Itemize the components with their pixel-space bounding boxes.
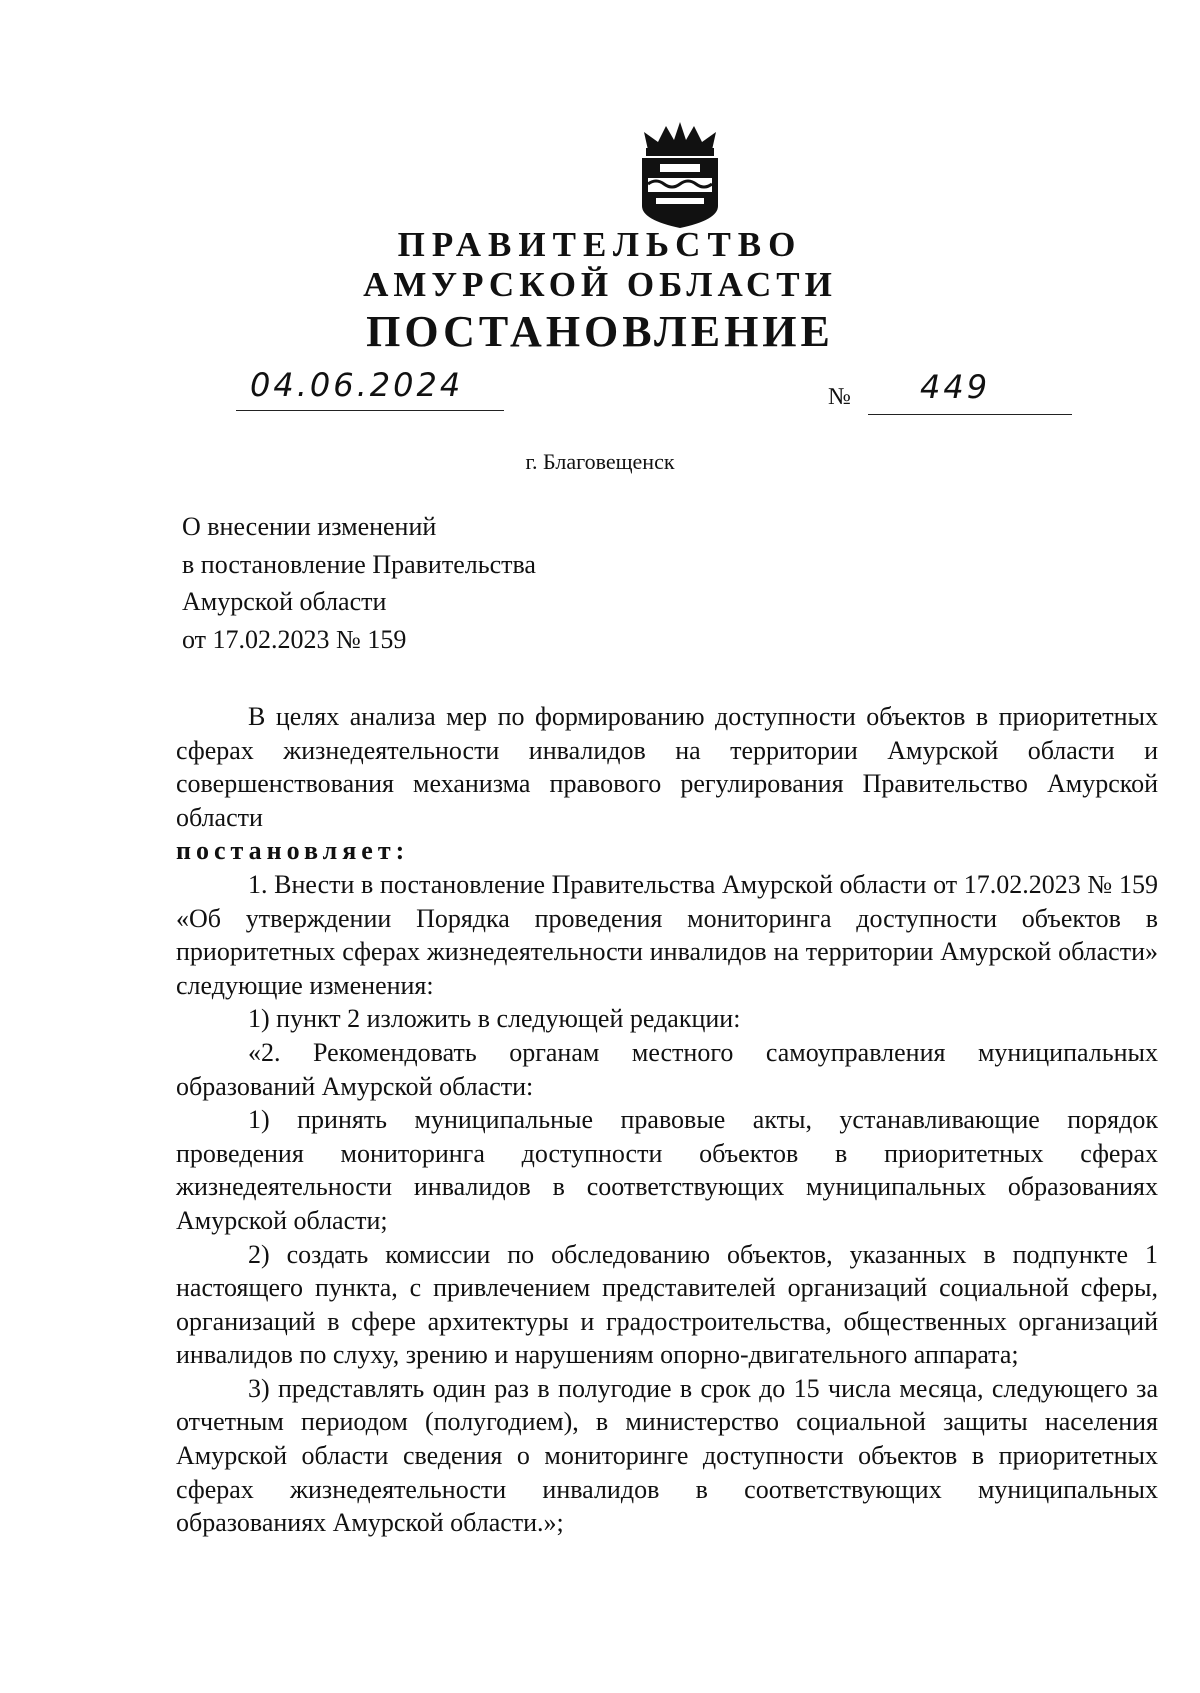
- subject-line: в постановление Правительства: [182, 549, 536, 579]
- resolves-word: постановляет:: [176, 836, 410, 866]
- document-type-title: ПОСТАНОВЛЕНИЕ: [366, 307, 834, 356]
- document-number: [868, 368, 1072, 415]
- clause-paragraph: 1) принять муниципальные правовые акты, устанавливающие порядок проведения мониторинга доступности объектов в приоритетных сферах жизнедеятельности инвалидов в соответствующих муниципальных образованиях Амурской области;: [176, 1105, 1158, 1235]
- preamble-paragraph: В целях анализа мер по формированию доступности объектов в приоритетных сферах жизнедеятельности инвалидов на территории Амурской области и совершенствования механизма правового регулирования Правительство Амурской области: [176, 702, 1158, 832]
- date-value: 04.06.2024: [250, 366, 464, 404]
- number-sign: №: [828, 384, 851, 410]
- clause-paragraph: 3) представлять один раз в полугодие в срок до 15 числа месяца, следующего за отчетным периодом (полугодием), в министерство социальной защиты населения Амурской области сведения о мониторинге доступности объектов в приоритетных сферах жизнедеятельности инвалидов в соответствующих муниципальных образованиях Амурской области.»;: [176, 1373, 1158, 1538]
- clause-paragraph: 1. Внести в постановление Правительства Амурской области от 17.02.2023 № 159 «Об утверждении Порядка проведения мониторинга доступности объектов в приоритетных сферах жизнедеятельности инвалидов на территории Амурской области» следующие изменения:: [176, 869, 1158, 1000]
- document-subject: [182, 508, 536, 658]
- coat-of-arms-icon: [634, 120, 726, 230]
- city-line: г. Благовещенск: [525, 449, 675, 474]
- subject-line: от 17.02.2023 № 159: [182, 624, 407, 654]
- document-body: [176, 700, 1158, 1540]
- subject-line: О внесении изменений: [182, 512, 437, 541]
- clause-paragraph: 2) создать комиссии по обследованию объектов, указанных в подпункте 1 настоящего пункта, с привлечением представителей организаций социальной сферы, организаций в сфере архитектуры и градостроительства, общественных организаций инвалидов по слуху, зрению и нарушениям опорно-двигательного аппарата;: [176, 1239, 1158, 1370]
- clause-paragraph: «2. Рекомендовать органам местного самоуправления муниципальных образований Амурской области:: [176, 1037, 1158, 1101]
- number-value: 449: [920, 368, 991, 406]
- clause-paragraph: 1) пункт 2 изложить в следующей редакции:: [248, 1004, 741, 1034]
- subject-line: Амурской области: [182, 587, 387, 616]
- organization-name-line1: ПРАВИТЕЛЬСТВО: [397, 225, 803, 264]
- document-date: [236, 366, 504, 411]
- organization-name-line2: АМУРСКОЙ ОБЛАСТИ: [363, 265, 837, 304]
